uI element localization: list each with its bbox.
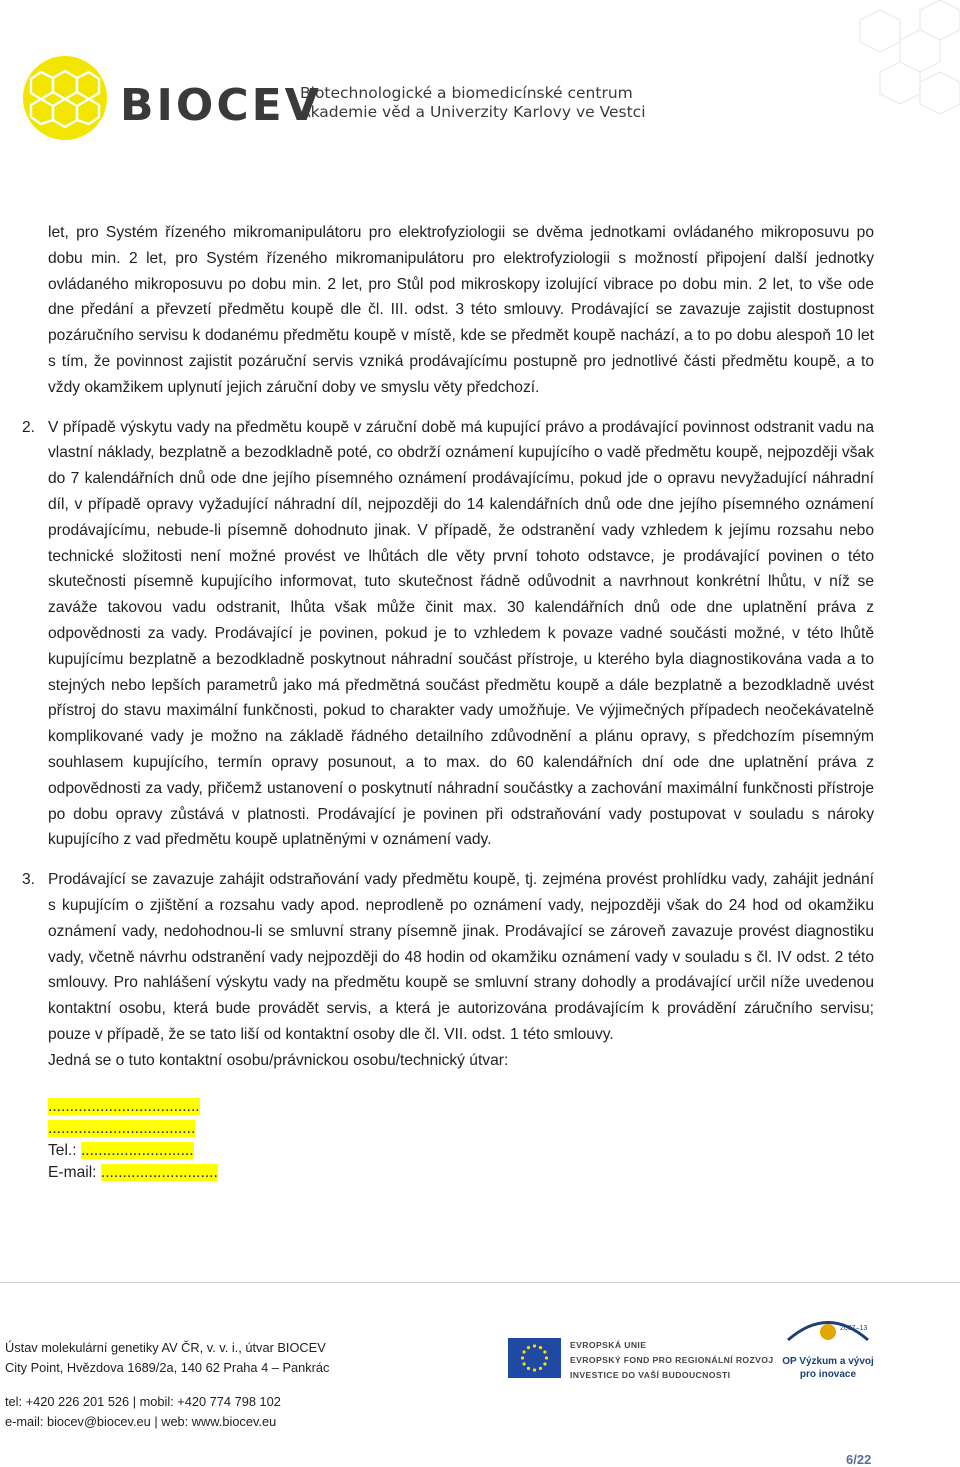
tel-field [48, 1140, 874, 1162]
hexagon-pattern-icon [740, 0, 960, 140]
contact-fill-fields [48, 1096, 874, 1184]
email-field [48, 1162, 874, 1184]
paragraph-warranty-terms: let, pro Systém řízeného mikromanipulátoru pro elektrofyziologii se dvěma jednotkami ovládaného mikroposuvu po dobu min. 2 let, pro Systém řízeného mikromanipulátoru pro elektrofyziologii s možností připojení další jednotky ovládaného mikroposuvu po dobu min. 2 let, pro Stůl pod mikroskopy izolující vibrace po dobu min. 2 let, to vše ode dne předání a převzetí předmětu koupě dle čl. III. odst. 3 této smlouvy. Prodávající se zavazuje zajistit dostupnost pozáručního servisu k dodanému předmětu koupě v místě, kde se předmět koupě nachází, a to po dobu alespoň 10 let s tím, že povinnost zajistit pozáruční servis vzniká prodávajícímu postupně pro jednotlivé části předmětu koupě, a to vždy okamžikem uplynutí jejich záruční doby ve smyslu věty předchozí. [48, 224, 874, 396]
page-header [0, 0, 960, 170]
eu-line2: EVROPSKÝ FOND PRO REGIONÁLNÍ ROZVOJ [570, 1355, 774, 1365]
footer-phones: tel: +420 226 201 526 | mobil: +420 774 798 102 [5, 1394, 281, 1409]
op-years: 2007–13 [840, 1325, 868, 1332]
footer-divider [0, 1282, 960, 1283]
op-line2: pro inovace [799, 1369, 857, 1380]
eu-line3: INVESTICE DO VAŠÍ BUDOUCNOSTI [570, 1370, 731, 1380]
op-program-text [776, 1355, 880, 1381]
clause-3 [22, 867, 874, 1073]
org-name: Ústav molekulární genetiky AV ČR, v. v. i., útvar BIOCEV [5, 1340, 326, 1355]
email-blank[interactable]: ........................... [100, 1163, 218, 1181]
op-line1: OP Výzkum a vývoj [782, 1356, 874, 1367]
brand-name: BIOCEV [120, 80, 322, 131]
eu-line1: EVROPSKÁ UNIE [570, 1340, 647, 1350]
clause-2 [22, 415, 874, 854]
footer-organization [5, 1338, 329, 1378]
page-number: 6/22 [846, 1452, 872, 1467]
contract-body [22, 220, 874, 1184]
biocev-logo-icon [22, 55, 108, 141]
brand-subtitle-line2: Akademie věd a Univerzity Karlovy ve Vestci [300, 103, 646, 121]
eu-fund-text [570, 1338, 774, 1383]
tel-label: Tel.: [48, 1141, 81, 1159]
org-address: City Point, Hvězdova 1689/2a, 140 62 Praha 4 – Pankrác [5, 1360, 330, 1375]
email-label: E-mail: [48, 1163, 101, 1181]
brand-subtitle-line1: Biotechnologické a biomedicínské centrum [300, 84, 633, 102]
brand-subtitle [300, 84, 646, 122]
clause-number: 2. [22, 418, 36, 436]
contact-name-blank[interactable]: ................................... [48, 1097, 200, 1115]
footer-contact [5, 1392, 281, 1432]
clause-text: Prodávající se zavazuje zahájit odstraňování vady předmětu koupě, tj. zejména provést prohlídku vady, zahájit jednání s kupujícím o zjištění a rozsahu vady apod. neprodleně po oznámení vady, nejpozději však do 24 hod od okamžiku oznámení vady, nedohodnou-li se smluvní strany písemně jinak. Prodávající se zároveň zavazuje provést diagnostiku vady, včetně návrhu odstranění vady nejpozději do 48 hodin od okamžiku oznámení vady v souladu s čl. IV odst. 2 této smlouvy. Pro nahlášení výskytu vady na předmětu koupě se smluvní strany dohodly a prodávající určil níže uvedenou kontaktní osobu, která bude provádět servis, a která je autorizována prodávajícím k provádění záručního servisu; pouze v případě, že se tato liší od kontaktní osoby dle čl. VII. odst. 1 této smlouvy. [48, 871, 874, 1043]
eu-flag-icon [508, 1338, 561, 1378]
tel-blank[interactable]: .......................... [80, 1141, 194, 1159]
clause-number: 3. [22, 871, 36, 889]
contact-person-line: Jedná se o tuto kontaktní osobu/právnickou osobu/technický útvar: [48, 1051, 509, 1069]
contact-address-blank[interactable]: .................................. [48, 1119, 196, 1137]
footer-email-web: e-mail: biocev@biocev.eu | web: www.biocev.eu [5, 1414, 277, 1429]
clause-text: V případě výskytu vady na předmětu koupě v záruční době má kupující právo a prodávající povinnost odstranit vadu na vlastní náklady, bezplatně a bezodkladně poté, co obdrží oznámení kupujícího o vadě předmětu koupě, nejpozději však do 7 kalendářních dnů ode dne jejího písemného oznámení prodávajícímu, pokud jde o opravu nevyžadující náhradní díl, v případě opravy vyžadující náhradní díl, nejpozději do 14 kalendářních dnů ode dne jejího písemného oznámení prodávajícímu, nebude-li písemně dohodnuto jinak. V případě, že odstranění vady vzhledem k jejímu rozsahu nebo technické složitosti není možné provést ve lhůtách dle věty první tohoto odstavce, je prodávající povinen o této skutečnosti písemně kupujícího informovat, tuto skutečnost řádně odůvodnit a navrhnout konkrétní lhůtu, v níž se zaváže takovou vadu odstranit, lhůta však může činit max. 30 kalendářních dnů ode dne uplatnění práva z odpovědnosti za vady. Prodávající je povinen, pokud je to vzhledem k povaze vadné součásti možné, v této lhůtě kupujícímu bezplatně a bezodkladně poskytnout náhradní součást přístroje, u kterého byla diagnostikována vada a to stejných nebo lepších parametrů jako má předmětná součást předmětu koupě a dále bezplatně a bezodkladně uvést přístroj do stavu maximální funkčnosti, pokud to charakter vady umožňuje. Ve výjimečných případech neočekávatelně komplikované vady je možno na základě řádného detailního zdůvodnění a plánu opravy, s předchozím písemným souhlasem kupujícího, termín opravy posunout, a to max. do 60 kalendářních dní ode dne uplatnění práva z odpovědnosti za vady, přičemž ustanovení o poskytnutí náhradní součástky a zachování maximální funkčnosti přístroje po dobu opravy zůstává v platnosti. Prodávající je povinen při odstraňování vady postupovat v souladu s nároky kupujícího z vad předmětu koupě uplatněnými v oznámení vady. [48, 418, 874, 849]
